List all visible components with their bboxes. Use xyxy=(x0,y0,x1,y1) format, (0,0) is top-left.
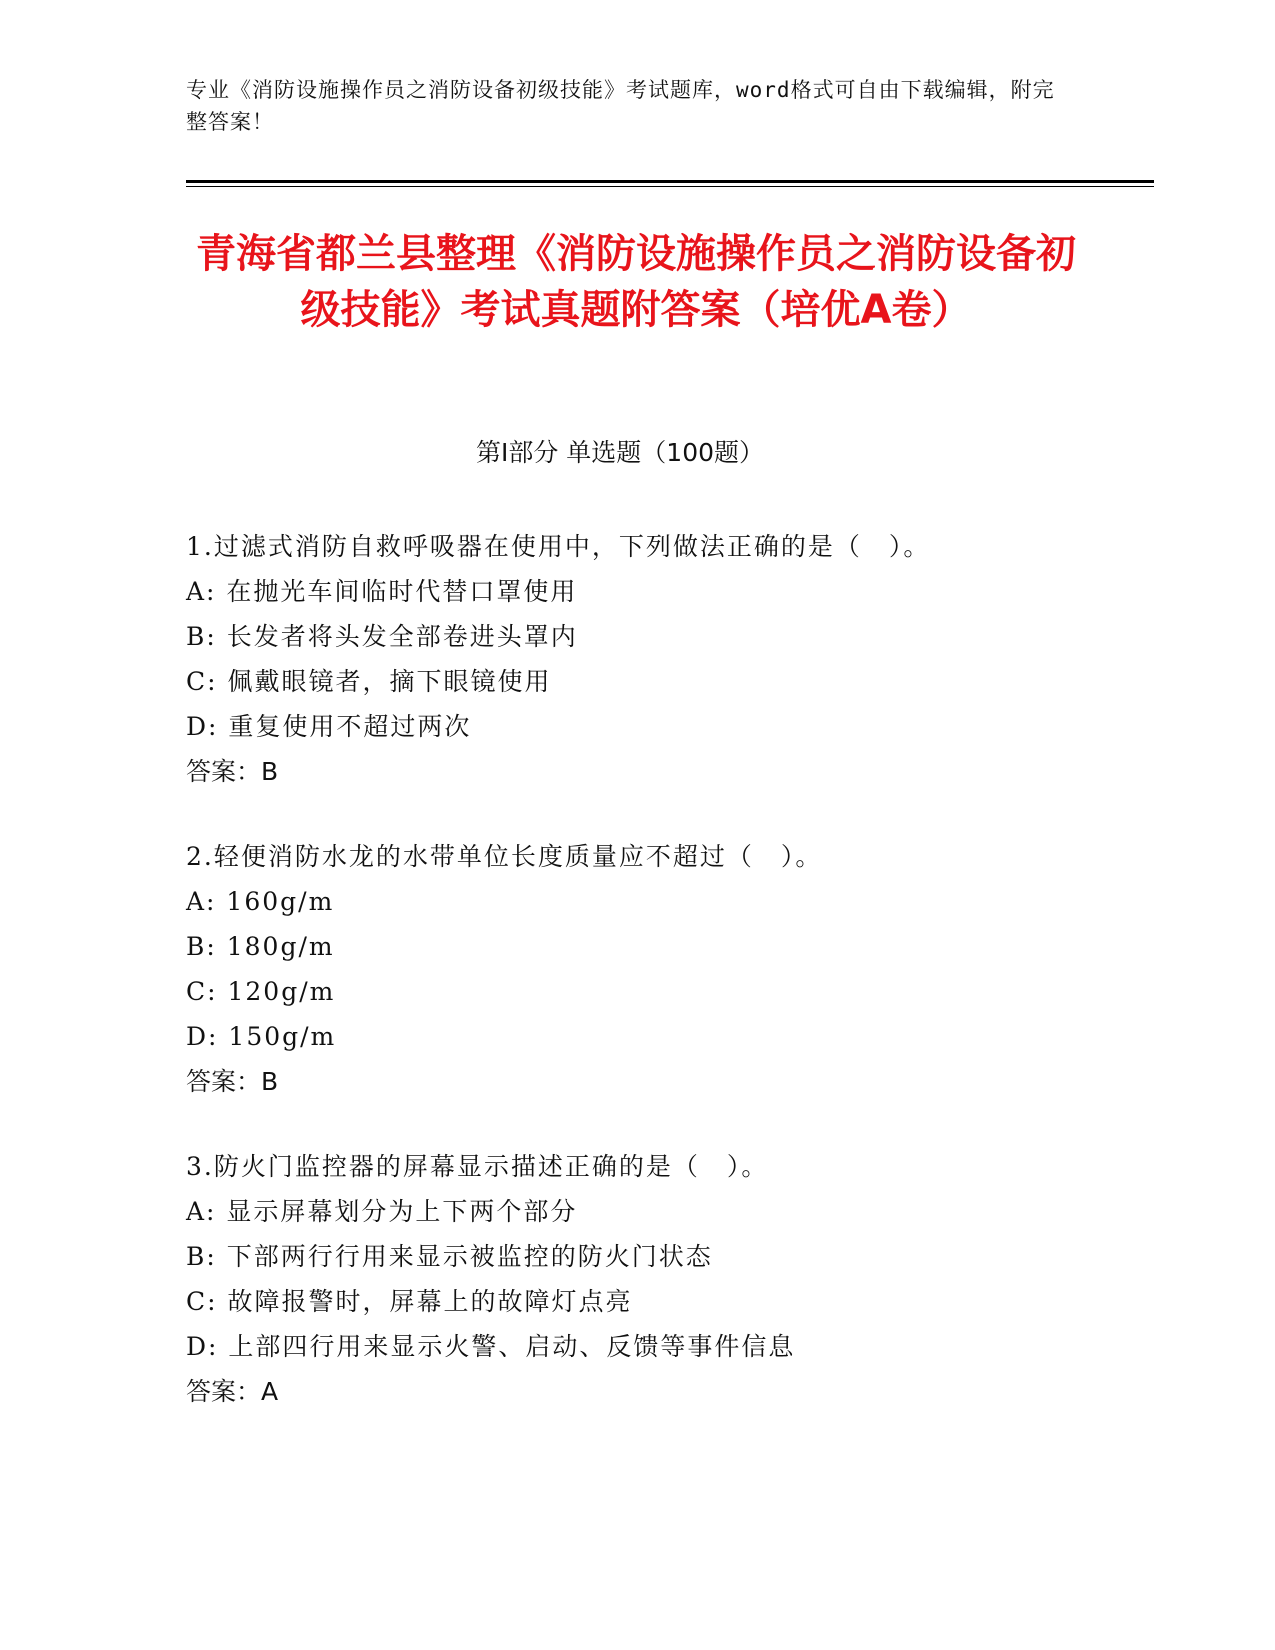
document-title: 青海省都兰县整理《消防设施操作员之消防设备初级技能》考试真题附答案（培优A卷） xyxy=(196,231,1076,333)
option-d: D: 重复使用不超过两次 xyxy=(186,712,472,741)
option-c: C: 佩戴眼镜者，摘下眼镜使用 xyxy=(186,667,552,696)
option-a: A: 在抛光车间临时代替口罩使用 xyxy=(186,577,578,606)
question-text: 3.防火门监控器的屏幕显示描述正确的是（ ）。 xyxy=(186,1152,769,1181)
section-title: 第Ⅰ部分 单选题（100题） xyxy=(475,438,765,467)
question-text: 1.过滤式消防自救呼吸器在使用中，下列做法正确的是（ ）。 xyxy=(186,532,931,561)
option-b: B: 下部两行行用来显示被监控的防火门状态 xyxy=(186,1242,713,1271)
option-b: B: 长发者将头发全部卷进头罩内 xyxy=(186,622,578,651)
answer: 答案：B xyxy=(186,757,279,786)
option-a: A: 显示屏幕划分为上下两个部分 xyxy=(186,1197,578,1226)
answer: 答案：B xyxy=(186,1067,279,1096)
question-2 xyxy=(186,834,1146,1104)
question-3 xyxy=(186,1144,1146,1414)
option-d: D: 150g/m xyxy=(186,1022,337,1051)
question-text: 2.轻便消防水龙的水带单位长度质量应不超过（ ）。 xyxy=(186,842,823,871)
answer: 答案：A xyxy=(186,1377,279,1406)
header-rule-thick xyxy=(186,180,1154,183)
header-note: 专业《消防设施操作员之消防设备初级技能》考试题库，word格式可自由下载编辑，附完整答案！ xyxy=(186,78,1055,134)
option-a: A: 160g/m xyxy=(186,887,335,916)
question-list xyxy=(186,524,1146,1454)
option-c: C: 故障报警时，屏幕上的故障灯点亮 xyxy=(186,1287,633,1316)
header-rule-thin xyxy=(186,186,1154,187)
question-1 xyxy=(186,524,1146,794)
option-d: D: 上部四行用来显示火警、启动、反馈等事件信息 xyxy=(186,1332,796,1361)
option-c: C: 120g/m xyxy=(186,977,336,1006)
option-b: B: 180g/m xyxy=(186,932,335,961)
